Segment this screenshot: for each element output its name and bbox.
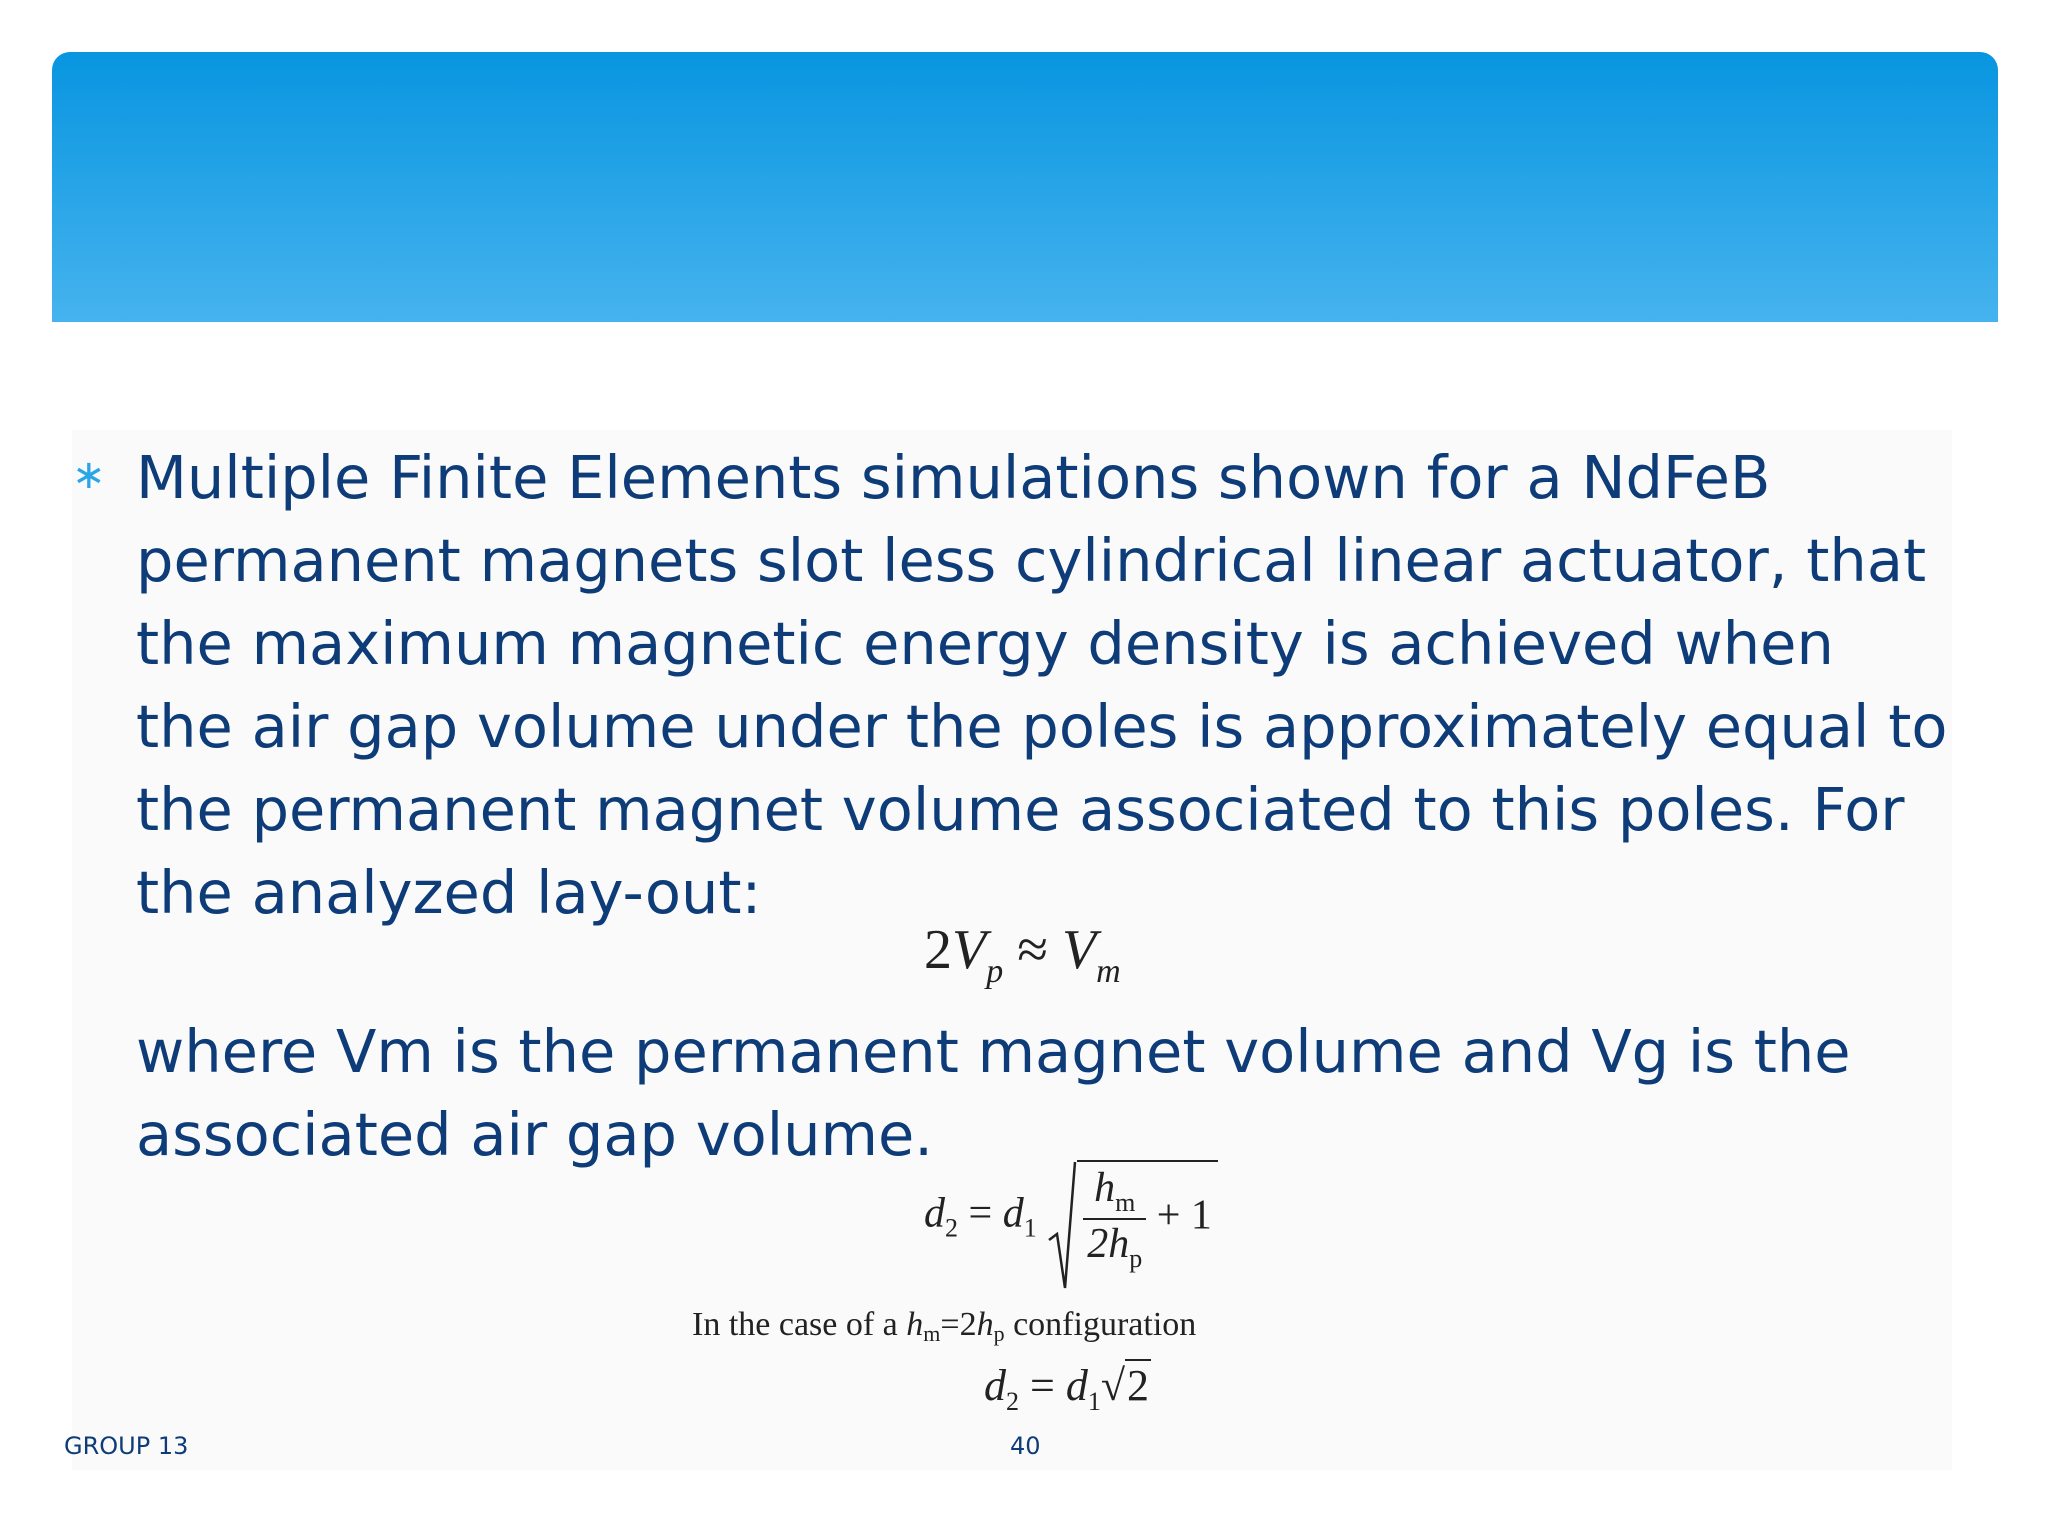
eq2-numerator: h [1094, 1165, 1116, 1211]
eq2-plus-term: + 1 [1156, 1192, 1212, 1239]
where-paragraph [136, 1010, 1956, 1176]
caption-h1-sub: m [923, 1321, 941, 1346]
caption-prefix: In the case of a [692, 1306, 907, 1343]
eq1-rhs-var: V [1061, 919, 1097, 981]
caption-h2-sub: p [993, 1321, 1005, 1346]
eq1-lhs-var: V [952, 919, 987, 981]
title-banner [52, 52, 1998, 322]
configuration-caption [692, 1306, 1196, 1347]
bullet-line: permanent magnets slot less cylindrical linear actuator, that [136, 526, 1927, 595]
eq2-lhs: d [924, 1190, 945, 1237]
square-root [1047, 1160, 1218, 1274]
bullet-paragraph [136, 436, 1956, 934]
eq3-sqrt-arg: 2 [1126, 1361, 1149, 1410]
eq3-rhs-sub: 1 [1087, 1387, 1101, 1416]
eq3-equals: = [1030, 1361, 1055, 1410]
sqrt-sign-icon: √ [1100, 1361, 1125, 1410]
asterisk-bullet-icon: ∗ [72, 452, 106, 498]
eq1-relation: ≈ [1017, 919, 1048, 981]
bullet-line: Multiple Finite Elements simulations shown for a NdFeB [136, 443, 1771, 512]
radical-sign-icon [1047, 1160, 1077, 1292]
eq1-coeff: 2 [924, 919, 952, 981]
eq2-denominator: 2h [1087, 1221, 1130, 1267]
equation-volume-relation [924, 918, 1121, 991]
equation-diameter-sqrt2 [984, 1360, 1151, 1417]
eq1-lhs-sub: p [986, 953, 1004, 990]
caption-h1: h [906, 1306, 924, 1343]
eq3-lhs: d [984, 1361, 1006, 1410]
eq2-equals: = [968, 1190, 993, 1237]
caption-mid: =2 [940, 1306, 977, 1343]
caption-suffix: configuration [1004, 1306, 1197, 1343]
radicand [1077, 1160, 1218, 1274]
where-line: associated air gap volume. [136, 1100, 934, 1169]
eq2-numerator-sub: m [1115, 1188, 1136, 1217]
where-line: where Vm is the permanent magnet volume and Vg is the [136, 1017, 1851, 1086]
footer-page-number: 40 [1010, 1432, 1041, 1460]
fraction [1083, 1164, 1146, 1274]
eq2-denominator-sub: p [1129, 1244, 1143, 1273]
eq3-lhs-sub: 2 [1006, 1387, 1019, 1416]
footer-group-label: GROUP 13 [64, 1432, 189, 1460]
eq1-rhs-sub: m [1096, 953, 1121, 990]
eq3-rhs: d [1065, 1361, 1088, 1410]
equation-diameter [924, 1160, 1218, 1274]
bullet-line: the air gap volume under the poles is approximately equal to [136, 692, 1948, 761]
eq2-rhs-sub: 1 [1023, 1213, 1037, 1243]
caption-h2: h [976, 1306, 994, 1343]
bullet-line: the analyzed lay-out: [136, 858, 762, 927]
bullet-line: the maximum magnetic energy density is achieved when [136, 609, 1834, 678]
bullet-line: the permanent magnet volume associated to this poles. For [136, 775, 1905, 844]
eq2-lhs-sub: 2 [945, 1213, 958, 1243]
eq2-rhs: d [1002, 1190, 1024, 1237]
